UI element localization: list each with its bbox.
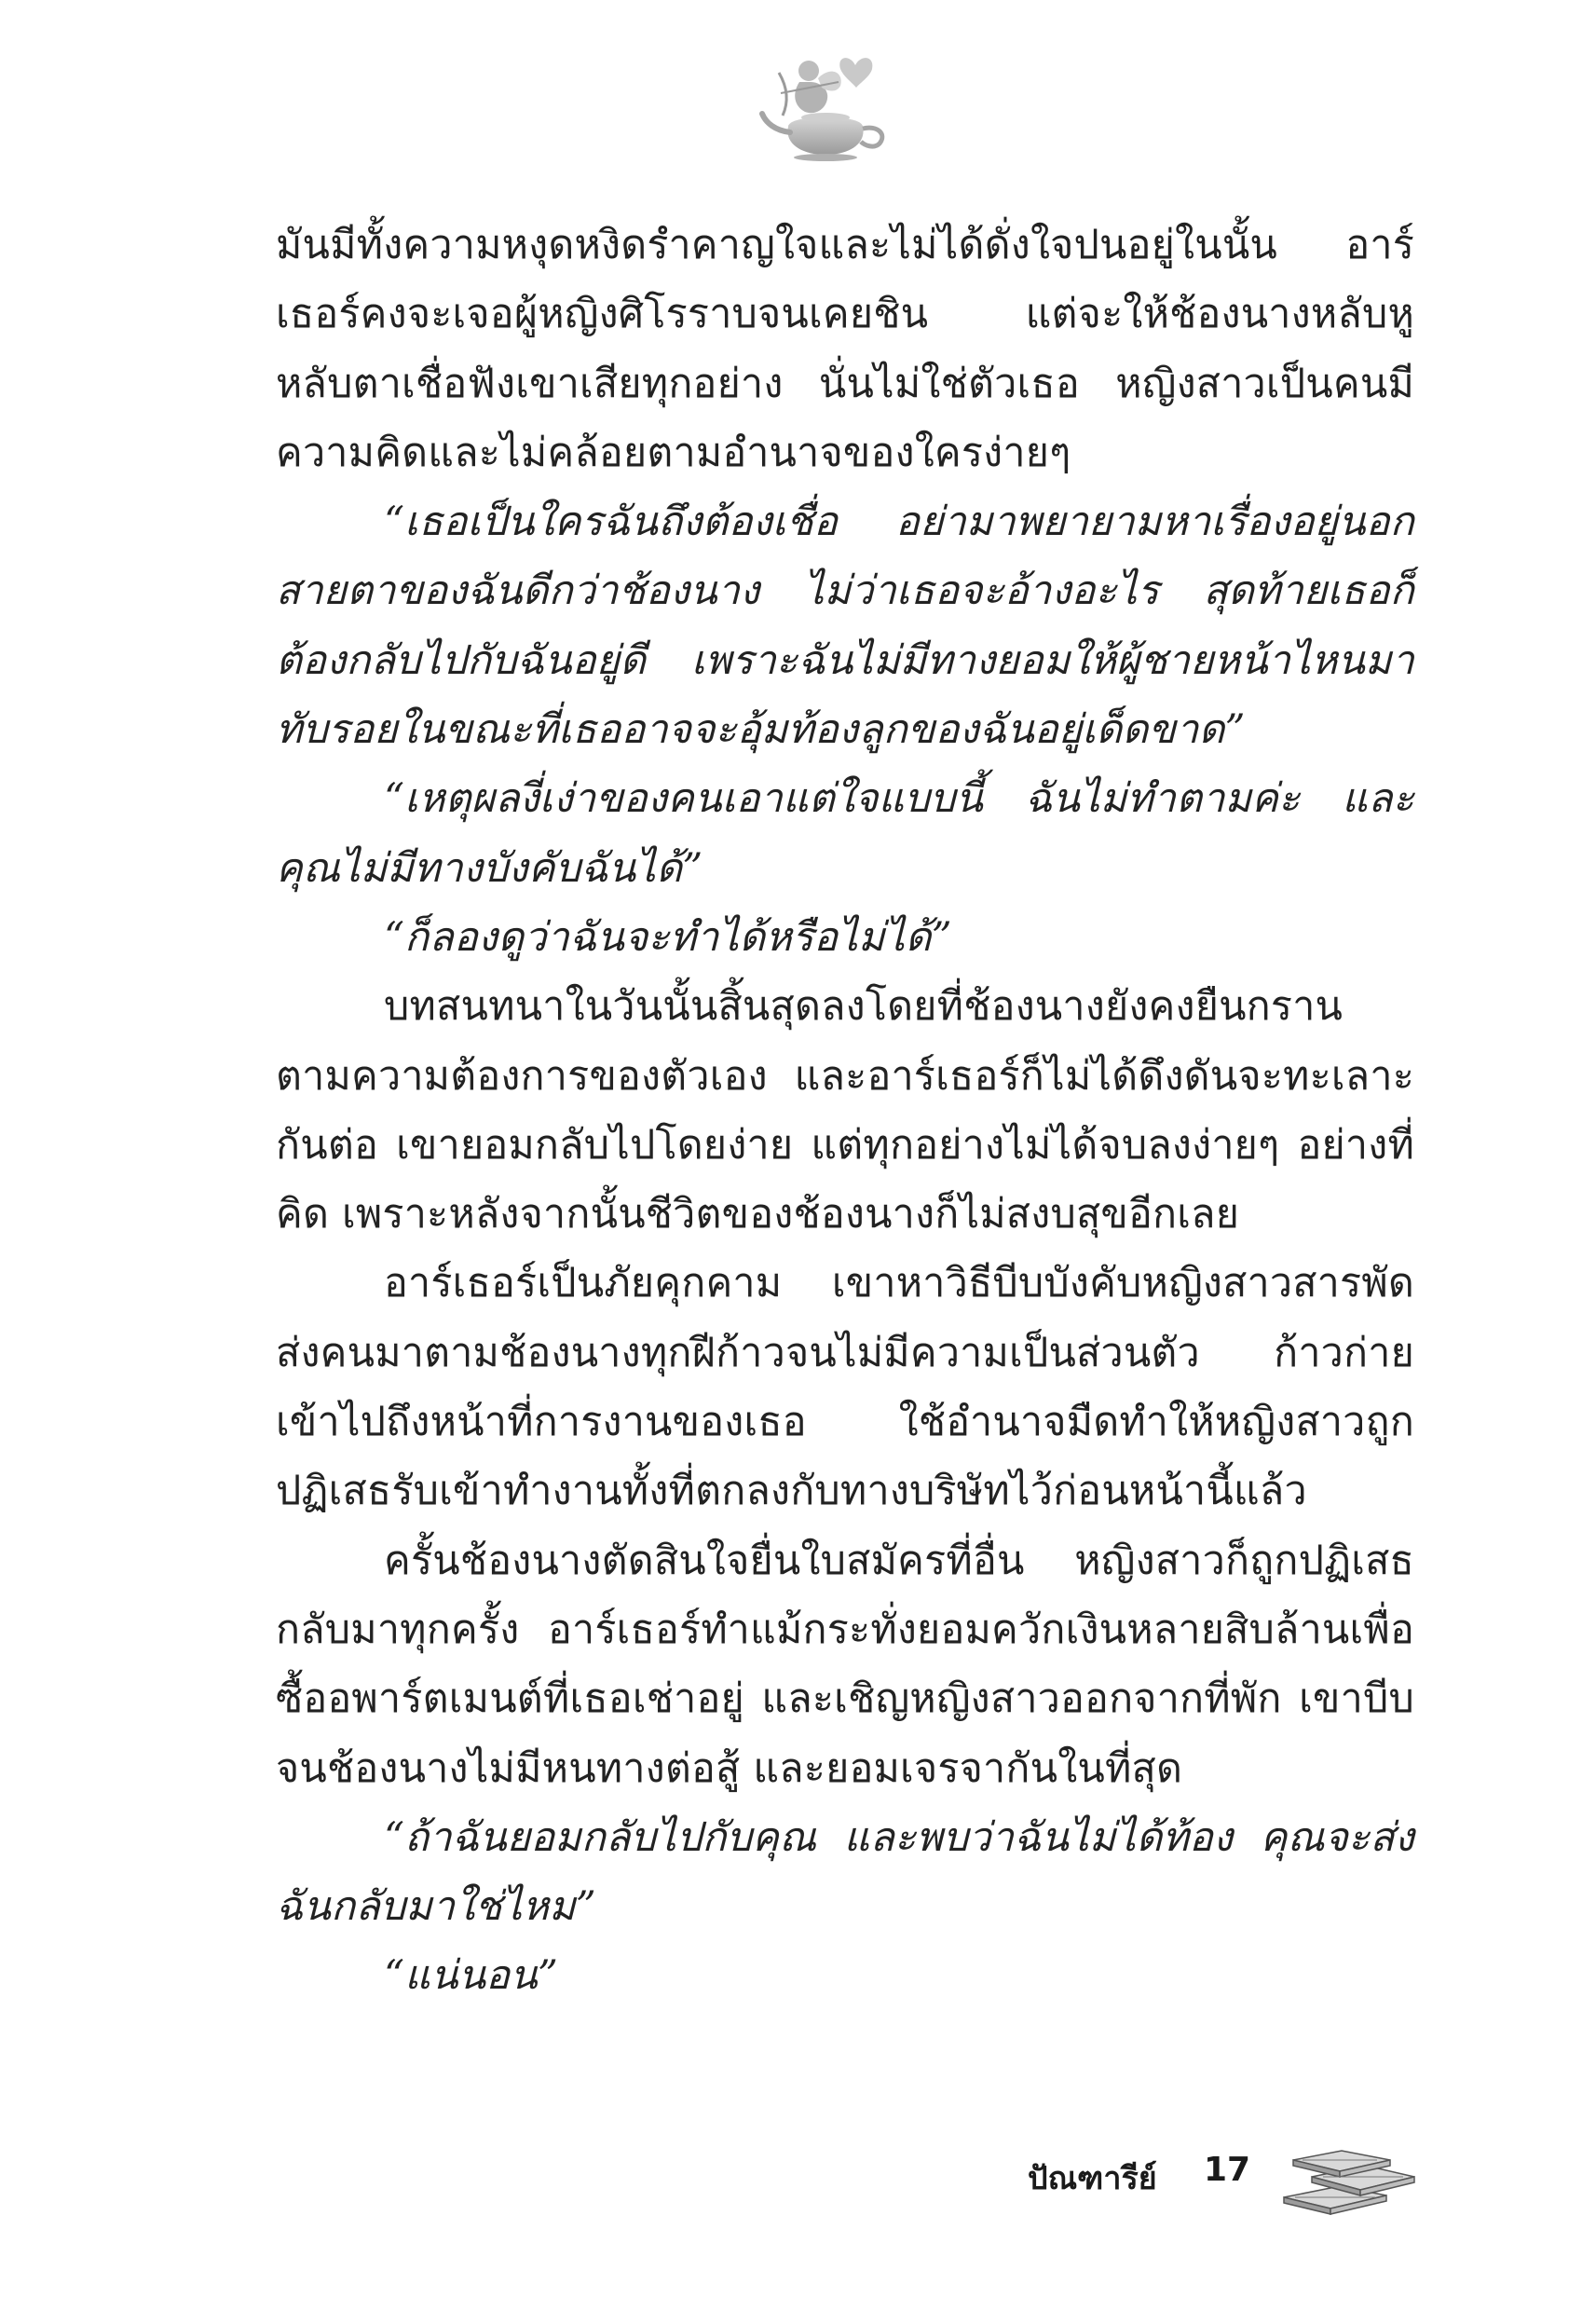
paragraph-5: บทสนทนาในวันนั้นสิ้นสุดลงโดยที่ช้องนางยังคงยืนกรานตามความต้องการของตัวเอง และอาร์เธอร์ก็ไม่ได้ดึงดันจะทะเลาะกันต่อ เขายอมกลับไปโดยง่าย แต่ทุกอย่างไม่ได้จบลงง่ายๆ อย่างที่คิด เพราะหลังจากนั้นชีวิตของช้องนางก็ไม่สงบสุขอีกเลย bbox=[276, 983, 1414, 1238]
paragraph-9: “แน่นอน” bbox=[384, 1952, 559, 2000]
author-name: ปัณฑารีย์ bbox=[1028, 2160, 1157, 2197]
paragraph-8: “ถ้าฉันยอมกลับไปกับคุณ และพบว่าฉันไม่ได้ท้อง คุณจะส่งฉันกลับมาใช่ไหม” bbox=[276, 1813, 1414, 1931]
stacked-books-logo-icon bbox=[1275, 2140, 1425, 2220]
paragraph-1: มันมีทั้งความหงุดหงิดรำคาญใจและไม่ได้ดั่งใจปนอยู่ในนั้น อาร์เธอร์คงจะเจอผู้หญิงศิโรราบจนเคยชิน แต่จะให้ช้องนางหลับหูหลับตาเชื่อฟังเขาเสียทุกอย่าง นั่นไม่ใช่ตัวเธอ หญิงสาวเป็นคนมีความคิดและไม่คล้อยตามอำนาจของใครง่ายๆ bbox=[276, 222, 1414, 476]
paragraph-2: “เธอเป็นใครฉันถึงต้องเชื่อ อย่ามาพยายามหาเรื่องอยู่นอกสายตาของฉันดีกว่าช้องนาง ไม่ว่าเธอจะอ้างอะไร สุดท้ายเธอก็ต้องกลับไปกับฉันอยู่ดี เพราะฉันไม่มีทางยอมให้ผู้ชายหน้าไหนมาทับรอยในขณะที่เธออาจจะอุ้มท้องลูกของฉันอยู่เด็ดขาด” bbox=[276, 499, 1414, 754]
paragraph-4: “ก็ลองดูว่าฉันจะทำได้หรือไม่ได้” bbox=[384, 913, 952, 961]
body-text bbox=[276, 211, 1414, 2011]
page-footer bbox=[0, 2140, 1596, 2223]
page-number: 17 bbox=[1204, 2151, 1251, 2189]
paragraph-6: อาร์เธอร์เป็นภัยคุกคาม เขาหาวิธีบีบบังคับหญิงสาวสารพัดส่งคนมาตามช้องนางทุกฝีก้าวจนไม่มีความเป็นส่วนตัว ก้าวก่ายเข้าไปถึงหน้าที่การงานของเธอ ใช้อำนาจมืดทำให้หญิงสาวถูกปฏิเสธรับเข้าทำงานทั้งที่ตกลงกับทางบริษัทไว้ก่อนหน้านี้แล้ว bbox=[276, 1260, 1414, 1515]
paragraph-7: ครั้นช้องนางตัดสินใจยื่นใบสมัครที่อื่น หญิงสาวก็ถูกปฏิเสธกลับมาทุกครั้ง อาร์เธอร์ทำแม้กระทั่งยอมควักเงินหลายสิบล้านเพื่อซื้ออพาร์ตเมนต์ที่เธอเช่าอยู่ และเชิญหญิงสาวออกจากที่พัก เขาบีบจนช้องนางไม่มีหนทางต่อสู้ และยอมเจรจากันในที่สุด bbox=[276, 1537, 1414, 1792]
cupid-teapot-ornament-icon bbox=[751, 45, 900, 166]
paragraph-3: “เหตุผลงี่เง่าของคนเอาแต่ใจแบบนี้ ฉันไม่ทำตามค่ะ และคุณไม่มีทางบังคับฉันได้” bbox=[276, 775, 1414, 892]
